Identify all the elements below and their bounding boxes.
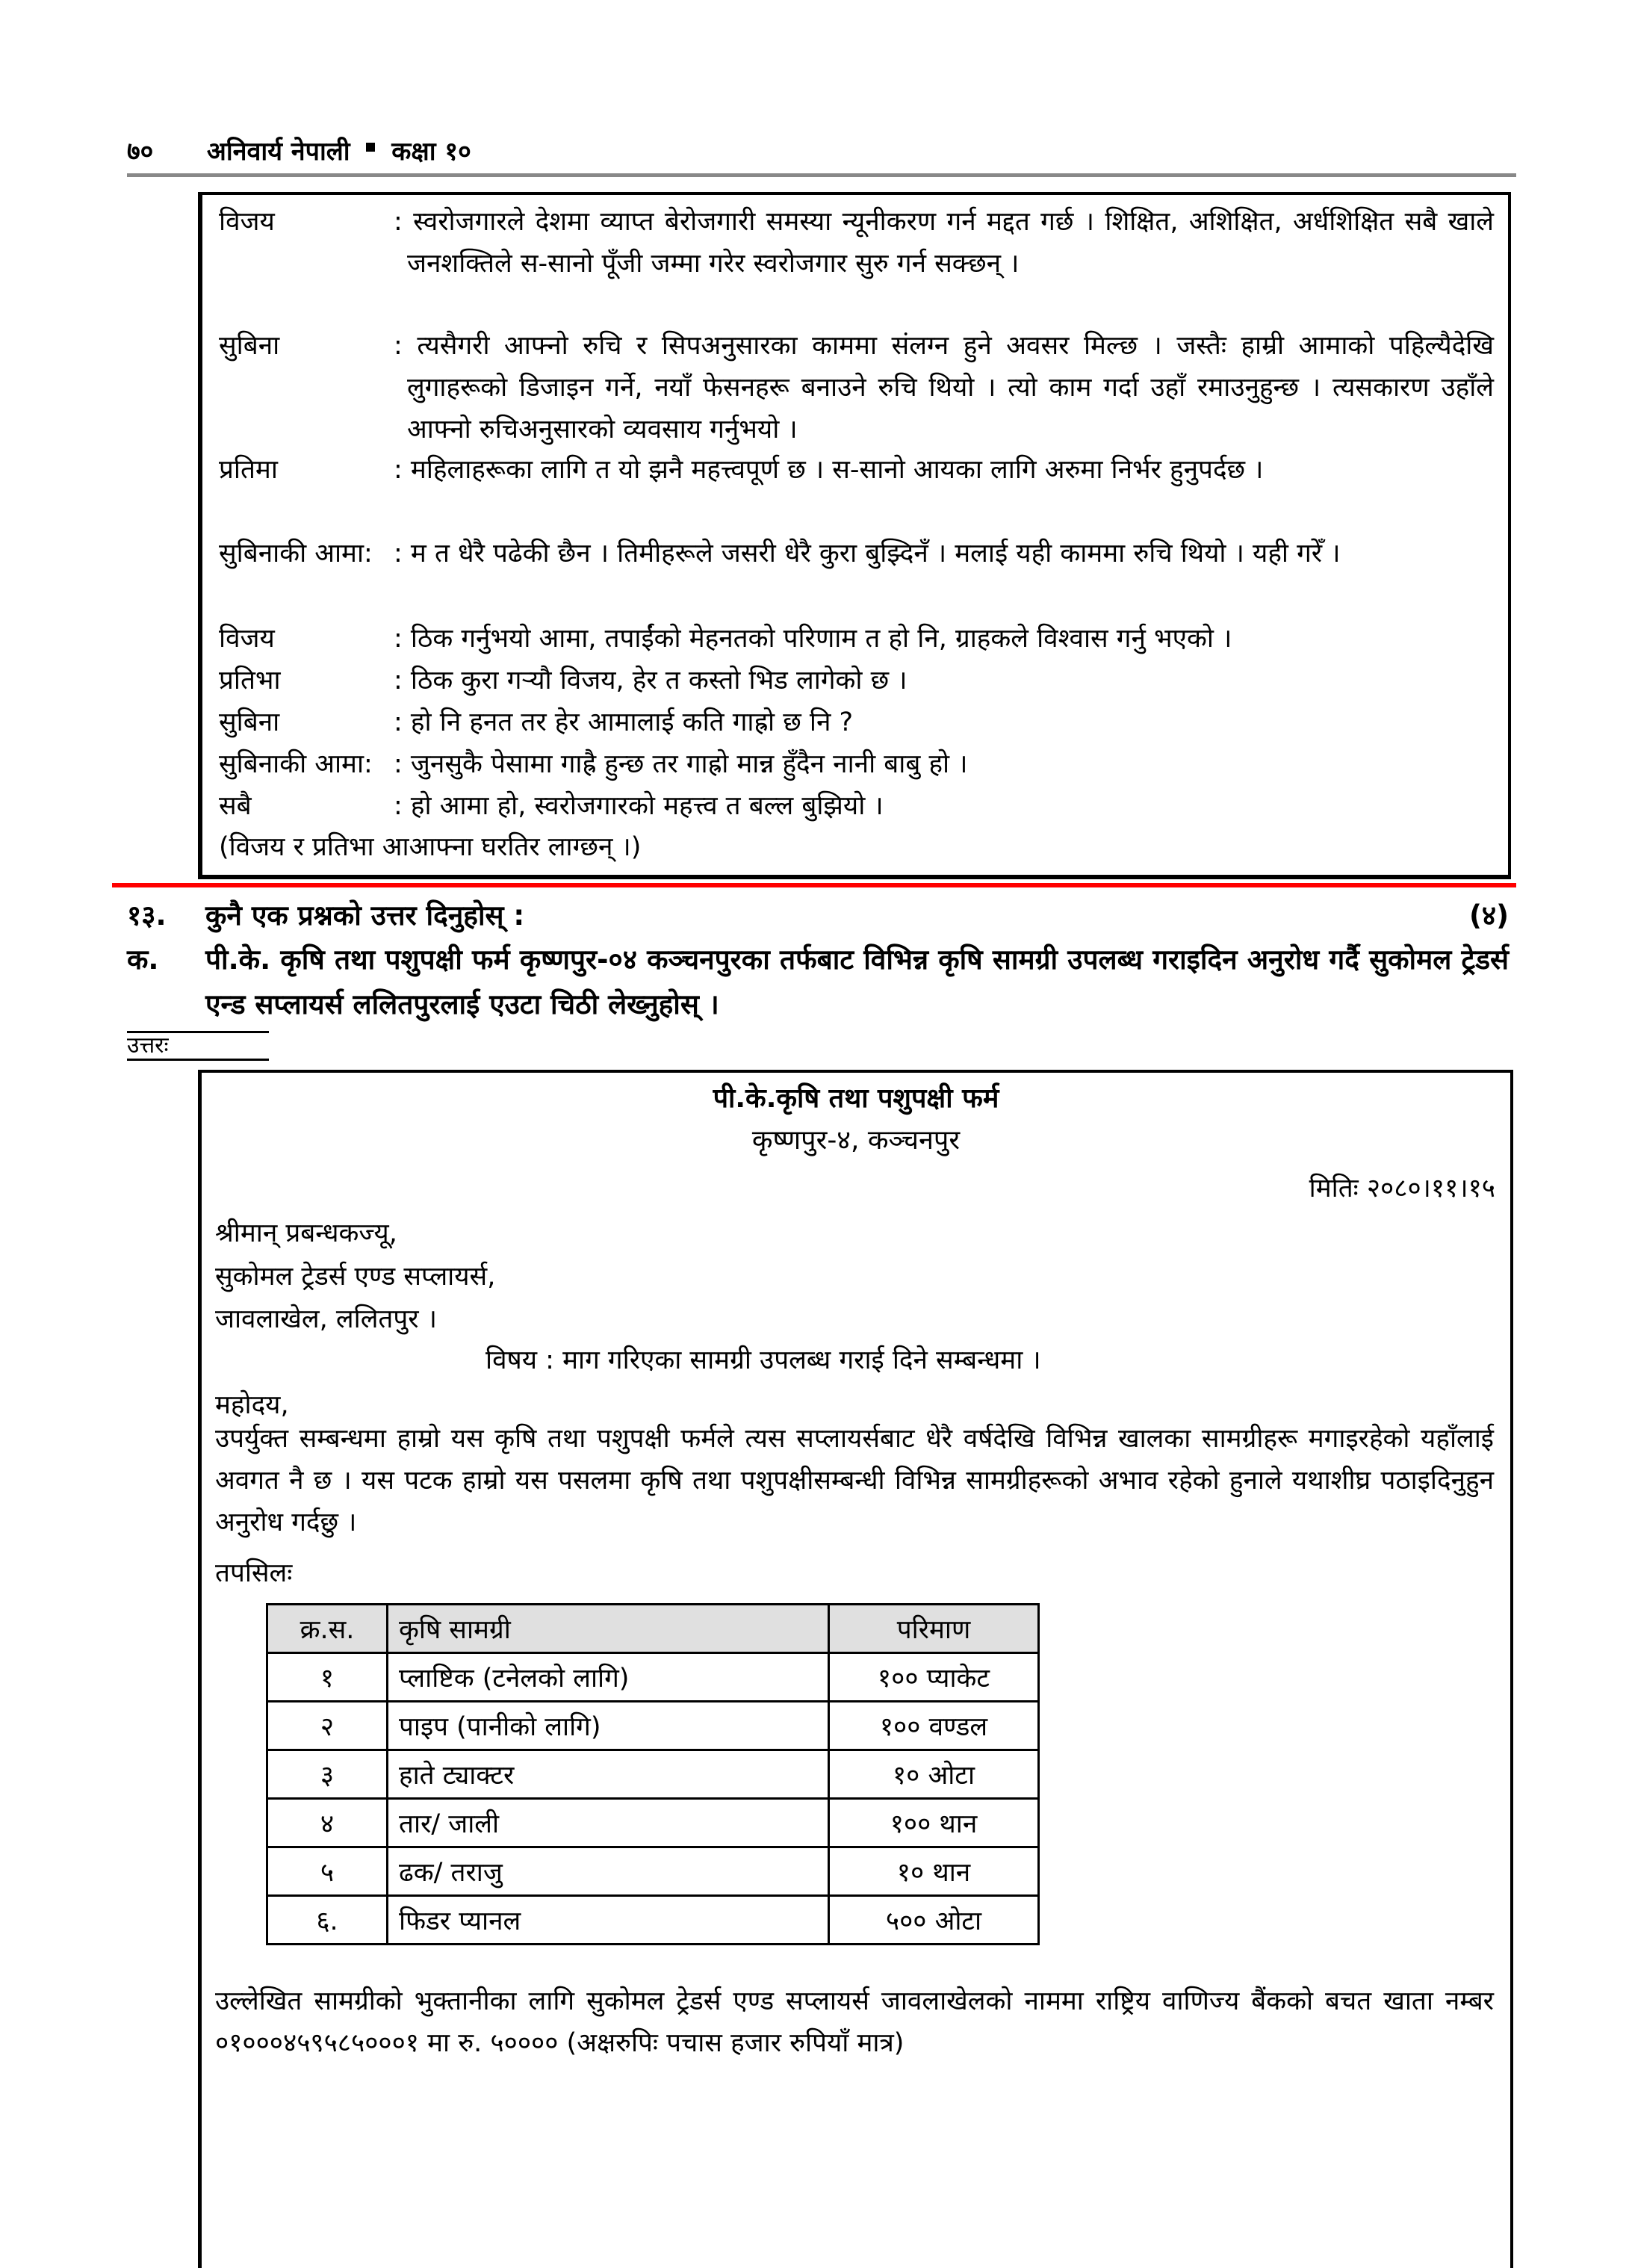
speaker: प्रतिभा [219, 666, 281, 695]
letter-org-address: कृष्णपुर-४, कञ्चनपुर [751, 1125, 961, 1156]
table-row [267, 1653, 1039, 1702]
sub-question-text: पी.के. कृषि तथा पशुपक्षी फर्म कृष्णपुर-०४ कञ्चनपुरका तर्फबाट विभिन्न कृषि सामग्री उपलब्ध गराइदिन अनुरोध गर्दै सुकोमल ट्रेडर्स एन्ड सप्लायर्स ललितपुरलाई एउटा चिठी लेख्नुहोस् । [205, 944, 1509, 1020]
quantity-cell: १०० वण्डल [829, 1702, 1039, 1750]
speaker: सुबिना [219, 331, 280, 361]
page-header [127, 133, 471, 167]
dialogue-text: : स्वरोजगारले देशमा व्याप्त बेरोजगारी समस्या न्यूनीकरण गर्न मद्दत गर्छ । शिक्षित, अशिक्षित, अर्धशिक्षित सबै खाले जनशक्तिले स-सानो पूँजी जम्मा गरेर स्वरोजगार सुरु गर्न सक्छन् । [407, 201, 1494, 285]
dialogue-text: : महिलाहरूका लागि त यो झनै महत्त्वपूर्ण छ । स-सानो आयका लागि अरुमा निर्भर हुनुपर्दछ । [407, 449, 1494, 491]
dialogue-text: : म त धेरै पढेकी छैन । तिमीहरूले जसरी धेरै कुरा बुझ्दिनँ । मलाई यही काममा रुचि थियो । यही गरेँ । [407, 533, 1494, 574]
separator-square-icon [366, 143, 375, 152]
letter-body: उपर्युक्त सम्बन्धमा हाम्रो यस कृषि तथा पशुपक्षी फर्मले त्यस सप्लायर्सबाट धेरै वर्षदेखि विभिन्न खालका सामग्रीहरू मगाइरहेको यहाँलाई अवगत नै छ । यस पटक हाम्रो यस पसलमा कृषि तथा पशुपक्षीसम्बन्धी विभिन्न सामग्रीहरूको अभाव रहेको हुनाले यथाशीघ्र पठाइदिनुहुन अनुरोध गर्दछु । [215, 1424, 1494, 1537]
table-row [267, 1750, 1039, 1799]
details-label: तपसिलः [215, 1558, 293, 1588]
dialogue-box [198, 192, 1511, 879]
table-row [267, 1799, 1039, 1847]
dialogue-text: : हो नि हनत तर हेर आमालाई कति गाह्रो छ नि ? [407, 701, 1494, 743]
item-cell: फिडर प्यानल [388, 1896, 829, 1945]
table-row [267, 1847, 1039, 1896]
item-cell: प्लाष्टिक (टनेलको लागि) [388, 1653, 829, 1702]
column-header: परिमाण [829, 1605, 1039, 1653]
item-cell: तार/ जाली [388, 1799, 829, 1847]
serial-cell: २ [267, 1702, 388, 1750]
letter-subject: विषय : माग गरिएका सामग्री उपलब्ध गराई दिने सम्बन्धमा । [485, 1345, 1041, 1375]
dialogue-text: : ठिक गर्नुभयो आमा, तपाईंको मेहनतको परिणाम त हो नि, ग्राहकले विश्वास गर्नु भएको । [407, 618, 1494, 660]
items-table [266, 1603, 1040, 1945]
letter-date: मितिः २०८०।११।१५ [1309, 1174, 1495, 1203]
letter-salutation: महोदय, [215, 1390, 289, 1420]
recipient-line: सुकोमल ट्रेडर्स एण्ड सप्लायर्स, [215, 1262, 496, 1292]
sub-question-label: क. [127, 944, 159, 976]
speaker: विजय [219, 624, 275, 654]
question-instruction: कुनै एक प्रश्नको उत्तर दिनुहोस् : [205, 899, 525, 932]
serial-cell: ६. [267, 1896, 388, 1945]
quantity-cell: १० थान [829, 1847, 1039, 1896]
serial-cell: ५ [267, 1847, 388, 1896]
header-rule [127, 173, 1516, 177]
book-title: अनिवार्य नेपाली [206, 137, 350, 167]
table-header-row [267, 1605, 1039, 1653]
letter-org-name: पी.के.कृषि तथा पशुपक्षी फर्म [713, 1083, 999, 1114]
item-cell: ढक/ तराजु [388, 1847, 829, 1896]
dialogue-text: : त्यसैगरी आफ्नो रुचि र सिपअनुसारका काममा संलग्न हुने अवसर मिल्छ । जस्तैः हाम्री आमाको पहिल्यैदेखि लुगाहरूको डिजाइन गर्ने, नयाँ फेसनहरू बनाउने रुचि थियो । त्यो काम गर्दा उहाँ रमाउनुहुन्छ । त्यसकारण उहाँले आफ्नो रुचिअनुसारको व्यवसाय गर्नुभयो । [407, 325, 1494, 450]
table-row [267, 1702, 1039, 1750]
speaker: सुबिनाकी आमा: [219, 749, 373, 779]
speaker: सुबिना [219, 707, 280, 737]
speaker: सबै [219, 791, 252, 821]
serial-cell: १ [267, 1653, 388, 1702]
recipient-line: जावलाखेल, ललितपुर । [215, 1304, 437, 1334]
letter-box [198, 1070, 1513, 2268]
quantity-cell: १० ओटा [829, 1750, 1039, 1799]
class-label: कक्षा १० [391, 137, 471, 167]
serial-cell: ३ [267, 1750, 388, 1799]
speaker: विजय [219, 207, 275, 237]
payment-paragraph: उल्लेखित सामग्रीको भुक्तानीका लागि सुकोमल ट्रेडर्स एण्ड सप्लायर्स जावलाखेलको नाममा राष्ट्रिय वाणिज्य बैंकको बचत खाता नम्बर ०१०००४५९५८५०००१ मा रु. ५०००० (अक्षरुपिः पचास हजार रुपियाँ मात्र) [215, 1986, 1494, 2058]
column-header: क्र.स. [267, 1605, 388, 1653]
dialogue-text: : हो आमा हो, स्वरोजगारको महत्त्व त बल्ल बुझियो । [407, 785, 1494, 827]
quantity-cell: १०० थान [829, 1799, 1039, 1847]
quantity-cell: १०० प्याकेट [829, 1653, 1039, 1702]
question-number: १३. [127, 899, 167, 932]
section-rule [112, 883, 1516, 887]
dialogue-text: : जुनसुकै पेसामा गाह्रै हुन्छ तर गाह्रो मान्न हुँदैन नानी बाबु हो । [407, 743, 1494, 785]
item-cell: पाइप (पानीको लागि) [388, 1702, 829, 1750]
quantity-cell: ५०० ओटा [829, 1896, 1039, 1945]
page-number: ७० [127, 137, 154, 167]
table-row [267, 1896, 1039, 1945]
dialogue-text: : ठिक कुरा गऱ्यौ विजय, हेर त कस्तो भिड लागेको छ । [407, 660, 1494, 701]
column-header: कृषि सामग्री [388, 1605, 829, 1653]
stage-direction: (विजय र प्रतिभा आआफ्ना घरतिर लाग्छन् ।) [219, 832, 642, 862]
item-cell: हाते ट्याक्टर [388, 1750, 829, 1799]
recipient-line: श्रीमान् प्रबन्धकज्यू, [215, 1218, 397, 1248]
serial-cell: ४ [267, 1799, 388, 1847]
answer-label: उत्तरः [127, 1031, 269, 1061]
question-marks: (४) [1468, 899, 1509, 932]
speaker: प्रतिमा [219, 455, 278, 485]
speaker: सुबिनाकी आमा: [219, 539, 373, 568]
